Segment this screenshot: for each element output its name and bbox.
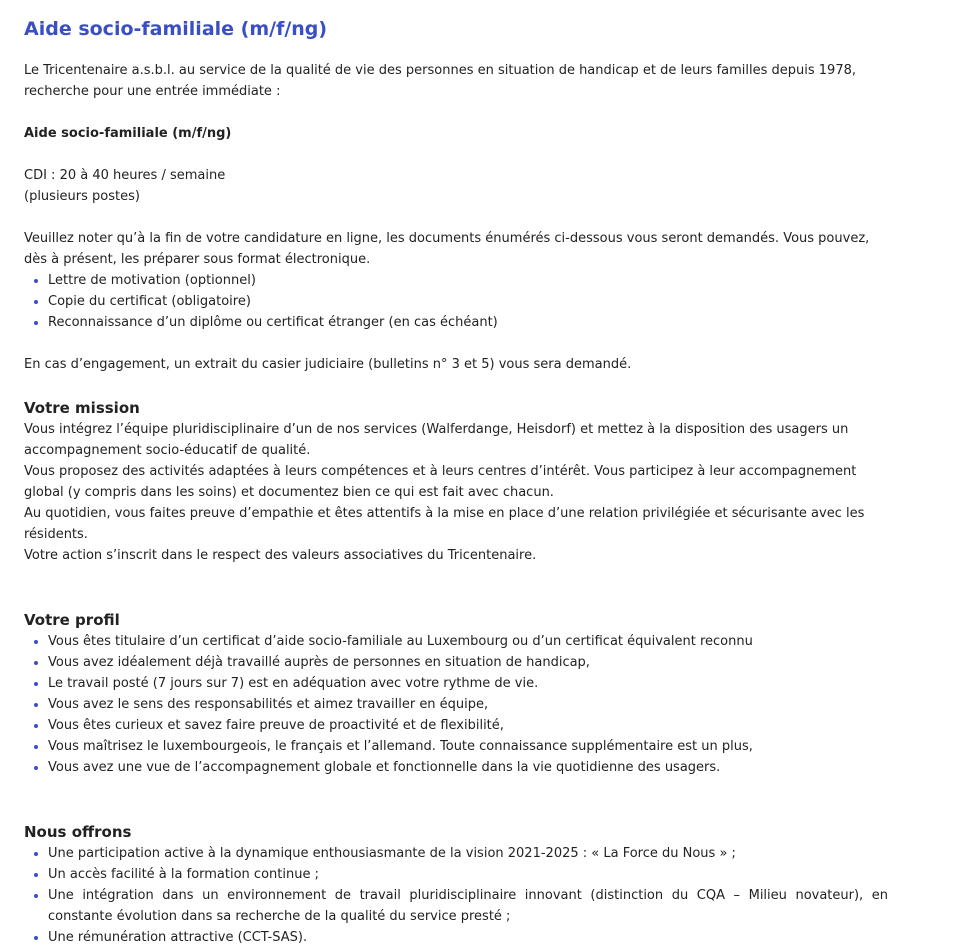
page-title: Aide socio-familiale (m/f/ng) bbox=[24, 18, 328, 40]
documents-list bbox=[24, 270, 888, 333]
spacer bbox=[24, 778, 888, 821]
mission-heading: Votre mission bbox=[24, 399, 140, 417]
list-item: Vous avez une vue de l’accompagnement globale et fonctionnelle dans la vie quotidienne des usagers. bbox=[24, 757, 888, 778]
offer-heading: Nous offrons bbox=[24, 823, 132, 841]
list-item: Vous maîtrisez le luxembourgeois, le français et l’allemand. Toute connaissance supplémentaire est un plus, bbox=[24, 736, 888, 757]
job-title bbox=[24, 123, 888, 144]
mission-paragraph: Vous intégrez l’équipe pluridisciplinaire d’un de nos services (Walferdange, Heisdorf) et mettez à la disposition des usagers un accompagnement socio-éducatif de qualité. bbox=[24, 422, 849, 458]
list-item: Le travail posté (7 jours sur 7) est en adéquation avec votre rythme de vie. bbox=[24, 673, 888, 694]
mission-paragraph: Votre action s’inscrit dans le respect des valeurs associatives du Tricentenaire. bbox=[24, 548, 537, 563]
list-item: Lettre de motivation (optionnel) bbox=[24, 270, 888, 291]
criminal-record-note: En cas d’engagement, un extrait du casier judiciaire (bulletins n° 3 et 5) vous sera demandé. bbox=[24, 357, 632, 372]
list-item: Une intégration dans un environnement de travail pluridisciplinaire innovant (distinction du CQA – Milieu novateur), en constante évolution dans sa recherche de la qualité du service presté ; bbox=[24, 885, 888, 927]
list-item: Copie du certificat (obligatoire) bbox=[24, 291, 888, 312]
spacer bbox=[24, 144, 888, 165]
profile-list bbox=[24, 631, 888, 778]
documents-note: Veuillez noter qu’à la fin de votre candidature en ligne, les documents énumérés ci-dessous vous seront demandés. Vous pouvez, dès à présent, les préparer sous format électronique. bbox=[24, 231, 870, 267]
spacer bbox=[24, 102, 888, 123]
job-title-text: Aide socio-familiale (m/f/ng) bbox=[24, 126, 232, 141]
spacer bbox=[24, 207, 888, 228]
mission-paragraph: Vous proposez des activités adaptées à leurs compétences et à leurs centres d’intérêt. Vous participez à leur accompagnement global (y compris dans les soins) et documentez bien ce qui est fait avec chacun. bbox=[24, 464, 857, 500]
spacer bbox=[24, 375, 888, 397]
spacer bbox=[24, 566, 888, 609]
mission-paragraph: Au quotidien, vous faites preuve d’empathie et êtes attentifs à la mise en place d’une relation privilégiée et sécurisante avec les résidents. bbox=[24, 506, 865, 542]
profile-heading: Votre profil bbox=[24, 611, 120, 629]
list-item: Reconnaissance d’un diplôme ou certificat étranger (en cas échéant) bbox=[24, 312, 888, 333]
offer-list bbox=[24, 843, 888, 948]
list-item: Vous avez idéalement déjà travaillé auprès de personnes en situation de handicap, bbox=[24, 652, 888, 673]
positions-text: (plusieurs postes) bbox=[24, 189, 140, 204]
intro-text: Le Tricentenaire a.s.b.l. au service de la qualité de vie des personnes en situation de handicap et de leurs familles depuis 1978, recherche pour une entrée immédiate : bbox=[24, 63, 857, 99]
list-item: Vous êtes curieux et savez faire preuve de proactivité et de flexibilité, bbox=[24, 715, 888, 736]
spacer bbox=[24, 333, 888, 354]
contract-text: CDI : 20 à 40 heures / semaine bbox=[24, 168, 226, 183]
list-item: Une rémunération attractive (CCT-SAS). bbox=[24, 927, 888, 948]
list-item: Un accès facilité à la formation continue ; bbox=[24, 864, 888, 885]
list-item: Une participation active à la dynamique enthousiasmante de la vision 2021-2025 : « La Force du Nous » ; bbox=[24, 843, 888, 864]
list-item: Vous avez le sens des responsabilités et aimez travailler en équipe, bbox=[24, 694, 888, 715]
list-item: Vous êtes titulaire d’un certificat d’aide socio-familiale au Luxembourg ou d’un certificat équivalent reconnu bbox=[24, 631, 888, 652]
